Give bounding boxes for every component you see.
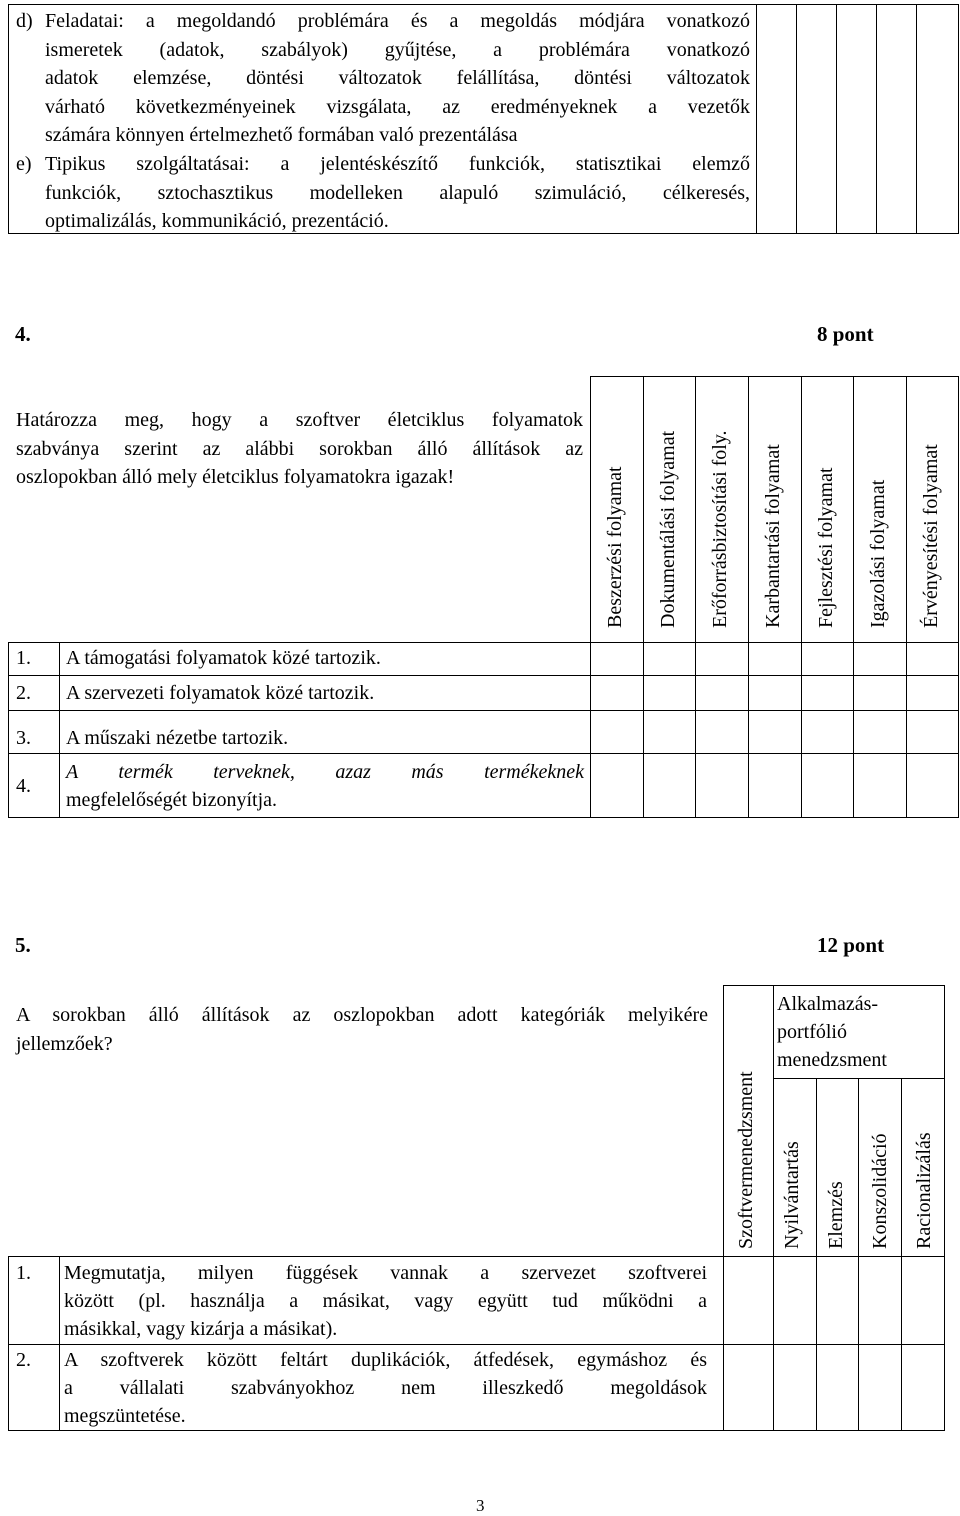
task4-col-header: Fejlesztési folyamat: [815, 467, 837, 628]
task5-group-header-line: menedzsment: [777, 1049, 887, 1071]
task4-row-num: 3.: [16, 727, 31, 749]
item-d-line: adatok elemzése, döntési változatok felállítása, döntési változatok: [45, 67, 750, 89]
task5-question: [16, 1001, 708, 1058]
task4-col-header: Igazolási folyamat: [867, 479, 889, 628]
task5-number: 5.: [15, 933, 31, 957]
item-e-label: e): [16, 153, 32, 175]
task4-question-line: oszlopokban álló mely életciklus folyamatokra igazak!: [16, 466, 455, 488]
task4-row-text-line: megfelelőségét bizonyítja.: [66, 789, 278, 811]
task4-row-num: 1.: [16, 647, 31, 669]
task5-question-line: jellemzőek?: [16, 1032, 113, 1055]
item-e-line: Tipikus szolgáltatásai: a jelentéskészítő funkciók, statisztikai elemző: [45, 153, 750, 175]
task5-row-text-line: A szoftverek között feltárt duplikációk, átfedések, egymáshoz és: [64, 1349, 707, 1371]
task5-col-header: Konszolidáció: [869, 1133, 891, 1249]
task5-row-text: [64, 1346, 707, 1430]
task4-number: 4.: [15, 322, 31, 346]
item-e-text: [45, 150, 750, 236]
task5-row-text: [64, 1259, 707, 1343]
task5-col-header: Szoftvermenedzsment: [735, 1071, 757, 1249]
task5-row-num: 1.: [16, 1262, 31, 1284]
item-d-line: Feladatai: a megoldandó problémára és a megoldás módjára vonatkozó: [45, 10, 750, 32]
task5-group-header-line: Alkalmazás-: [777, 993, 879, 1015]
task5-col-header: Elemzés: [825, 1181, 847, 1249]
task4-question-line: Határozza meg, hogy a szoftver életciklus folyamatok: [16, 409, 583, 431]
task4-row-text: A műszaki nézetbe tartozik.: [66, 727, 289, 749]
task4-row-text: A szervezeti folyamatok közé tartozik.: [66, 682, 375, 704]
task4-question: [16, 406, 583, 492]
task4-points: 8 pont: [817, 322, 874, 346]
item-d-line: számára könnyen értelmezhető formában való prezentálása: [45, 124, 518, 146]
task4-col-header: Beszerzési folyamat: [604, 466, 626, 628]
item-d-label: d): [16, 10, 33, 32]
task4-question-line: szabványa szerint az alábbi sorokban álló állítások az: [16, 437, 583, 460]
page-number: 3: [476, 1496, 485, 1515]
task4-row-text: [66, 758, 584, 814]
task5-row-text-line: másikkal, vagy kizárja a másikat).: [64, 1318, 338, 1340]
task5-row-num: 2.: [16, 1349, 31, 1371]
task4-col-header: Erőforrásbiztosítási foly.: [709, 430, 731, 628]
item-d-text: [45, 7, 750, 150]
task5-row-text-line: Megmutatja, milyen függések vannak a szervezet szoftverei: [64, 1262, 707, 1284]
task5-group-header: [777, 990, 887, 1074]
task5-col-header: Racionalizálás: [913, 1132, 935, 1249]
task4-col-header: Dokumentálási folyamat: [657, 430, 679, 628]
task5-row-text-line: között (pl. használja a másikat, vagy együtt tud működni a: [64, 1290, 707, 1312]
task5-row-text-line: megszüntetése.: [64, 1405, 186, 1427]
task5-question-line: A sorokban álló állítások az oszlopokban adott kategóriák melyikére: [16, 1004, 708, 1026]
task4-col-header: Karbantartási folyamat: [762, 444, 784, 628]
item-e-line: optimalizálás, kommunikáció, prezentáció.: [45, 210, 389, 232]
task4-row-num: 2.: [16, 682, 31, 704]
task4-row-text-line: A termék terveknek, azaz más termékeknek: [66, 761, 584, 783]
task5-group-header-line: portfólió: [777, 1021, 847, 1043]
task5-row-text-line: a vállalati szabványokhoz nem illeszkedő megoldások: [64, 1377, 707, 1399]
item-e-line: funkciók, sztochasztikus modelleken alapuló szimuláció, célkeresés,: [45, 181, 750, 204]
task4-row-num: 4.: [16, 775, 31, 797]
task5-col-header: Nyilvántartás: [781, 1141, 803, 1249]
task4-col-header: Érvényesítési folyamat: [920, 444, 942, 628]
task4-row-text: A támogatási folyamatok közé tartozik.: [66, 647, 381, 669]
item-d-line: ismeretek (adatok, szabályok) gyűjtése, a problémára vonatkozó: [45, 38, 750, 61]
item-d-line: várható következményeinek vizsgálata, az eredményeknek a vezetők: [45, 95, 750, 118]
task5-points: 12 pont: [817, 933, 885, 957]
